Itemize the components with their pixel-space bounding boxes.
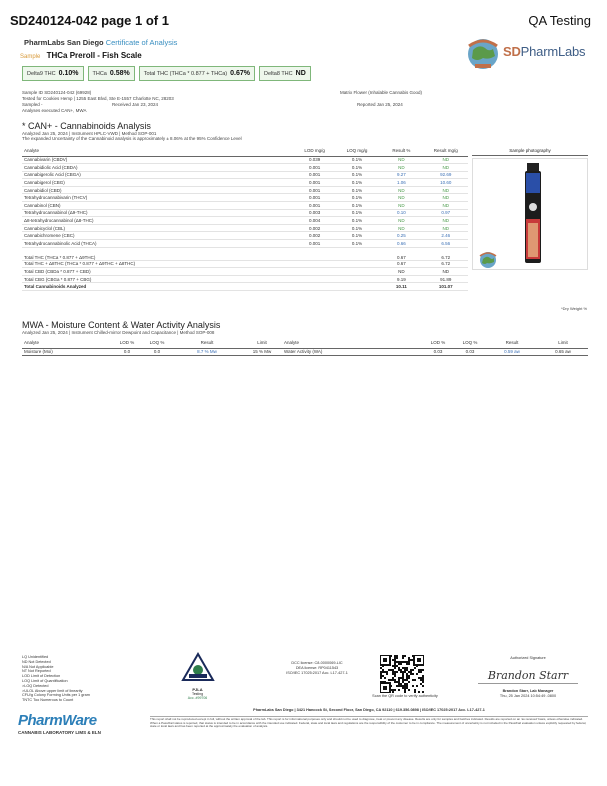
moisture-cell: 0.03 bbox=[422, 348, 454, 356]
table-cell: 0.1% bbox=[335, 240, 379, 248]
table-cell: 0.039 bbox=[294, 156, 334, 164]
pjla-label: PJLA bbox=[192, 687, 203, 692]
table-cell: ND bbox=[379, 194, 423, 202]
certificate-label: Certificate of Analysis bbox=[105, 38, 178, 47]
table-cell: 0.1% bbox=[335, 217, 379, 225]
legend-item: TNTC Too Numerous to Count bbox=[22, 698, 74, 703]
legend-item: CFU/g Colony Forming Units per 1 gram bbox=[22, 693, 90, 698]
moisture-cell: Moisture (Moi) bbox=[22, 348, 112, 356]
legend-item: LOD Limit of Detection bbox=[22, 674, 61, 679]
analyte-name: Cannabivarin (CBDV) bbox=[22, 156, 294, 164]
meta-sampled: Sampled - bbox=[22, 102, 43, 107]
table-row bbox=[22, 217, 468, 225]
moisture-col-header: Limit bbox=[242, 338, 282, 348]
qr-caption: Scan the QR code to verify authenticity bbox=[372, 694, 438, 698]
table-cell: 0.002 bbox=[294, 224, 334, 232]
table-cell: 0.001 bbox=[294, 179, 334, 187]
table-cell: 0.001 bbox=[294, 164, 334, 172]
total-label: Total CBD (CBDa * 0.877 + CBD) bbox=[22, 268, 379, 276]
footer-disclaimer: This report shall not be reproduced except in full, without the written approval of the lab. This report is for informational purposes only and should not be used to diagnose, treat or prevent any disease. Results are only for samples and batches indicated. Results are reported on an 'as received' basis, unless otherwise indicated. When a Pass/Fail status is reported, that status is intended to be in accordance with the intended use indicated. Federal, state and local laws and regulations are the responsibility of the customer to be in compliance. The measurement of uncertainty is not included in the Pass/Fail evaluation unless explicitly requested by federal, state or local laws and has been reported at the approximately the evaluation of analysis. bbox=[150, 717, 587, 729]
table-row bbox=[22, 232, 468, 240]
total-label: Total CBG (CBGa * 0.877 + CBG) bbox=[22, 275, 379, 283]
cannabinoids-table-wrap bbox=[22, 146, 468, 291]
lab-name: PharmLabs San Diego bbox=[24, 38, 104, 47]
analyte-name: Cannabigerol (CBG) bbox=[22, 179, 294, 187]
summary-pill-value: 0.58% bbox=[109, 70, 130, 77]
analyte-name: Δ8-tetrahydrocannabinol (Δ8-THC) bbox=[22, 217, 294, 225]
footer-address: PharmLabs San Diego | 3421 Hancock St, Second Floor, San Diego, CA 92110 | 619.356.0898 | ISO/IEC 17025:2017 Acc. L17-427-1 bbox=[253, 708, 485, 712]
table-cell: 2.46 bbox=[424, 232, 468, 240]
moisture-col-header: LOD % bbox=[422, 338, 454, 348]
signature-date: Thu, 25 Jan 2024 10:54:49 -0800 bbox=[499, 693, 557, 698]
table-cell: ND bbox=[379, 224, 423, 232]
pjla-sub: Testing bbox=[191, 692, 204, 696]
summary-pill bbox=[259, 66, 311, 81]
table-cell: 0.1% bbox=[335, 156, 379, 164]
cannabinoids-table bbox=[22, 146, 468, 291]
product-name: THCa Preroll - Fish Scale bbox=[46, 51, 142, 60]
legend-item: LQ Unidentified bbox=[22, 655, 49, 659]
col-result-mg: Result mg/g bbox=[424, 146, 468, 156]
table-cell: 6.56 bbox=[424, 240, 468, 248]
summary-pill-label: Total THC (THCa * 0.877 + THCa) bbox=[143, 71, 228, 77]
table-cell: 0.002 bbox=[294, 232, 334, 240]
total-row bbox=[22, 283, 468, 291]
col-result-pct: Result % bbox=[379, 146, 423, 156]
table-cell: 0.001 bbox=[294, 194, 334, 202]
pjla-accreditation-number: Acc. #99706 bbox=[187, 696, 208, 700]
cannabinoids-header-row bbox=[22, 146, 468, 156]
moisture-subtitle: Analyzed Jan 25, 2024 | Instrument Chilled-mirror Dewpoint and Capacitance | Method SOP-008 bbox=[22, 330, 215, 335]
moisture-col-header: LOQ % bbox=[142, 338, 172, 348]
table-cell: 0.1% bbox=[335, 224, 379, 232]
total-row bbox=[22, 275, 468, 283]
analyte-name: Cannabidiolic Acid (CBDA) bbox=[22, 164, 294, 172]
moisture-table bbox=[22, 338, 588, 356]
table-cell: ND bbox=[424, 194, 468, 202]
table-cell: ND bbox=[424, 202, 468, 210]
sample-tag: Sample bbox=[20, 54, 41, 60]
moisture-row bbox=[22, 348, 588, 356]
moisture-title: MWA - Moisture Content & Water Activity Analysis bbox=[22, 320, 221, 330]
col-lod: LOD mg/g bbox=[294, 146, 334, 156]
table-cell: 0.1% bbox=[335, 194, 379, 202]
table-cell: 0.001 bbox=[294, 171, 334, 179]
table-cell: 92.69 bbox=[424, 171, 468, 179]
moisture-cell: 0.0 bbox=[142, 348, 172, 356]
table-cell: ND bbox=[379, 217, 423, 225]
legend-item: >ULOL Above upper limit of linearity bbox=[22, 688, 83, 693]
table-row bbox=[22, 240, 468, 248]
lab-header bbox=[24, 38, 177, 47]
table-cell: 0.003 bbox=[294, 209, 334, 217]
table-cell: 10.60 bbox=[424, 179, 468, 187]
analyte-name: Cannabigerolic Acid (CBGA) bbox=[22, 171, 294, 179]
license-info bbox=[262, 661, 372, 675]
legend-item: N/A Not Applicable bbox=[22, 664, 54, 669]
analyte-name: Tetrahydrocannabivarin (THCV) bbox=[22, 194, 294, 202]
table-cell: ND bbox=[379, 164, 423, 172]
total-value: 6.72 bbox=[424, 247, 468, 260]
total-value: 0.67 bbox=[379, 260, 423, 268]
moisture-cell: 0.0 bbox=[112, 348, 142, 356]
pjla-badge bbox=[175, 652, 220, 700]
verification-qr-code[interactable] bbox=[380, 655, 424, 693]
pjla-logo-icon bbox=[181, 652, 215, 682]
meta-matrix: Matrix Flower (Inhalable Cannabis Good) bbox=[339, 90, 422, 95]
signature-label: Authorized Signature bbox=[510, 656, 546, 660]
table-row bbox=[22, 194, 468, 202]
legend-item: NT Not Reported bbox=[22, 669, 51, 674]
cannabinoids-section bbox=[22, 121, 588, 141]
table-cell: 0.66 bbox=[379, 240, 423, 248]
summary-pills bbox=[22, 66, 311, 81]
total-value: 101.07 bbox=[424, 283, 468, 291]
total-value: ND bbox=[379, 268, 423, 276]
legend-item: LOQ Limit of Quantification bbox=[22, 678, 68, 683]
moisture-cell: 15 % Mw bbox=[242, 348, 282, 356]
table-cell: 0.1% bbox=[335, 186, 379, 194]
table-cell: ND bbox=[379, 156, 423, 164]
table-cell: ND bbox=[379, 186, 423, 194]
analyte-name: Tetrahydrocannabinol (Δ9-THC) bbox=[22, 209, 294, 217]
analyte-name: Tetrahydrocannabinolic Acid (THCA) bbox=[22, 240, 294, 248]
table-cell: 0.001 bbox=[294, 202, 334, 210]
moisture-section bbox=[22, 320, 588, 356]
summary-pill-label: Delta8 THC bbox=[264, 71, 293, 77]
sample-photo-header: Sample photography bbox=[472, 146, 588, 156]
total-value: 9.19 bbox=[379, 275, 423, 283]
meta-received: Received Jan 23, 2024 bbox=[112, 102, 159, 107]
analyte-name: Cannabichromene (CBC) bbox=[22, 232, 294, 240]
table-cell: 0.1% bbox=[335, 209, 379, 217]
total-value: 91.89 bbox=[424, 275, 468, 283]
sample-meta bbox=[22, 90, 582, 114]
col-loq: LOQ mg/g bbox=[335, 146, 379, 156]
moisture-col-header: Analyte bbox=[282, 338, 422, 348]
table-cell: 0.1% bbox=[335, 232, 379, 240]
legend-item: ND Not Detected bbox=[22, 659, 51, 664]
table-cell: 0.1% bbox=[335, 164, 379, 172]
moisture-col-header: Result bbox=[172, 338, 242, 348]
total-value: 0.67 bbox=[379, 247, 423, 260]
globe-logo-icon bbox=[463, 34, 503, 74]
table-cell: ND bbox=[424, 164, 468, 172]
abbreviation-legend bbox=[22, 655, 90, 703]
total-label: Total THC (THCa * 0.877 + Δ9THC) bbox=[22, 247, 379, 260]
table-cell: ND bbox=[424, 217, 468, 225]
meta-analyses: Analyses executed CAN+, MWA bbox=[22, 108, 87, 113]
meta-tested-for: Tested for Cookies Hemp | 1255 East Blvd, Ste E-1557 Charlotte NC, 28203 bbox=[22, 96, 174, 101]
table-cell: 0.004 bbox=[294, 217, 334, 225]
total-row bbox=[22, 247, 468, 260]
table-cell: 1.06 bbox=[379, 179, 423, 187]
table-cell: 0.1% bbox=[335, 202, 379, 210]
pharmware-wordmark: PharmWare bbox=[18, 712, 97, 729]
table-row bbox=[22, 171, 468, 179]
total-label: Total Cannabinoids Analyzed bbox=[22, 283, 379, 291]
table-cell: 0.10 bbox=[379, 209, 423, 217]
summary-pill bbox=[139, 66, 255, 81]
analyte-name: Cannabicyclol (CBL) bbox=[22, 224, 294, 232]
summary-pill bbox=[88, 66, 135, 81]
total-row bbox=[22, 268, 468, 276]
total-row bbox=[22, 260, 468, 268]
signer-name: Brandon Starr, Lab Manager bbox=[502, 688, 554, 693]
cannabinoids-subtitle: Analyzed Jan 25, 2024 | Instrument HPLC-VWD | Method SOP-001 bbox=[22, 131, 157, 136]
signature-block bbox=[478, 656, 578, 698]
moisture-col-header: Result bbox=[486, 338, 538, 348]
logo-wordmark: SDPharmLabs bbox=[503, 44, 586, 59]
moisture-col-header: Analyte bbox=[22, 338, 112, 348]
table-cell: 9.27 bbox=[379, 171, 423, 179]
table-cell: ND bbox=[424, 224, 468, 232]
summary-pill-label: THCa bbox=[92, 71, 107, 77]
moisture-col-header: LOD % bbox=[112, 338, 142, 348]
signature-script: Brandon Starr bbox=[478, 669, 578, 684]
analyte-name: Cannabinol (CBN) bbox=[22, 202, 294, 210]
total-label: Total THC + Δ8THC (THCa * 0.877 + Δ9THC + Δ8THC) bbox=[22, 260, 379, 268]
total-value: 6.72 bbox=[424, 260, 468, 268]
qr-code-icon bbox=[380, 655, 424, 693]
table-cell: 0.1% bbox=[335, 171, 379, 179]
meta-reported: Reported Jan 25, 2024 bbox=[357, 102, 403, 107]
moisture-header-row bbox=[22, 338, 588, 348]
moisture-cell: 0.03 bbox=[454, 348, 486, 356]
total-value: ND bbox=[424, 268, 468, 276]
pharmware-tagline: CANNABIS LABORATORY LIMS & ELN bbox=[18, 730, 101, 735]
moisture-col-header: LOQ % bbox=[454, 338, 486, 348]
summary-pill-value: ND bbox=[295, 70, 306, 77]
summary-pill-label: Delta9 THC bbox=[27, 71, 56, 77]
table-cell: 0.001 bbox=[294, 186, 334, 194]
pharmlabs-small-logo-icon bbox=[478, 250, 498, 270]
table-cell: 0.1% bbox=[335, 179, 379, 187]
moisture-cell: 0.65 aw bbox=[538, 348, 588, 356]
cannabinoids-uncertainty: The expanded Uncertainty of the Cannabinoid analysis is approximately ± 8.06% at the 95% Confidence Level bbox=[22, 136, 242, 141]
product-header bbox=[20, 51, 142, 60]
summary-pill bbox=[22, 66, 84, 81]
qa-testing-label: QA Testing bbox=[528, 13, 591, 28]
table-cell: ND bbox=[379, 202, 423, 210]
table-cell: ND bbox=[424, 156, 468, 164]
table-row bbox=[22, 224, 468, 232]
table-cell: 0.001 bbox=[294, 240, 334, 248]
table-cell: 0.97 bbox=[424, 209, 468, 217]
table-row bbox=[22, 202, 468, 210]
summary-pill-value: 0.67% bbox=[230, 70, 250, 77]
col-analyte: Analyte bbox=[22, 146, 294, 156]
cannabinoids-title: * CAN+ - Cannabinoids Analysis bbox=[22, 121, 151, 131]
table-row bbox=[22, 186, 468, 194]
legend-item: >LOQ Detected bbox=[22, 683, 49, 688]
pharmware-logo bbox=[18, 712, 118, 735]
sample-photo-panel bbox=[472, 146, 588, 270]
moisture-cell: 8.7 % Mw bbox=[172, 348, 242, 356]
moisture-cell: Water Activity (WA) bbox=[282, 348, 422, 356]
dcc-license: DCC license: C8-0000069-LIC bbox=[291, 661, 343, 665]
dry-weight-note: *Dry Weight % bbox=[561, 306, 587, 311]
table-row bbox=[22, 164, 468, 172]
iso-license: ISO/IEC 17025:2017 Acc. L17-427-1 bbox=[286, 670, 348, 675]
moisture-col-header: Limit bbox=[538, 338, 588, 348]
table-cell: ND bbox=[424, 186, 468, 194]
table-row bbox=[22, 209, 468, 217]
dea-license: DEA license: RP0411543 bbox=[295, 665, 339, 670]
total-value: 10.11 bbox=[379, 283, 423, 291]
moisture-cell: 0.59 aw bbox=[486, 348, 538, 356]
summary-pill-value: 0.10% bbox=[58, 70, 79, 77]
analyte-name: Cannabidiol (CBD) bbox=[22, 186, 294, 194]
table-row bbox=[22, 156, 468, 164]
meta-sample-id: Sample ID SD240124-042 (69928) bbox=[22, 90, 92, 95]
table-row bbox=[22, 179, 468, 187]
document-id: SD240124-042 page 1 of 1 bbox=[10, 13, 169, 28]
table-cell: 0.25 bbox=[379, 232, 423, 240]
sdpharmlabs-logo bbox=[463, 34, 593, 74]
